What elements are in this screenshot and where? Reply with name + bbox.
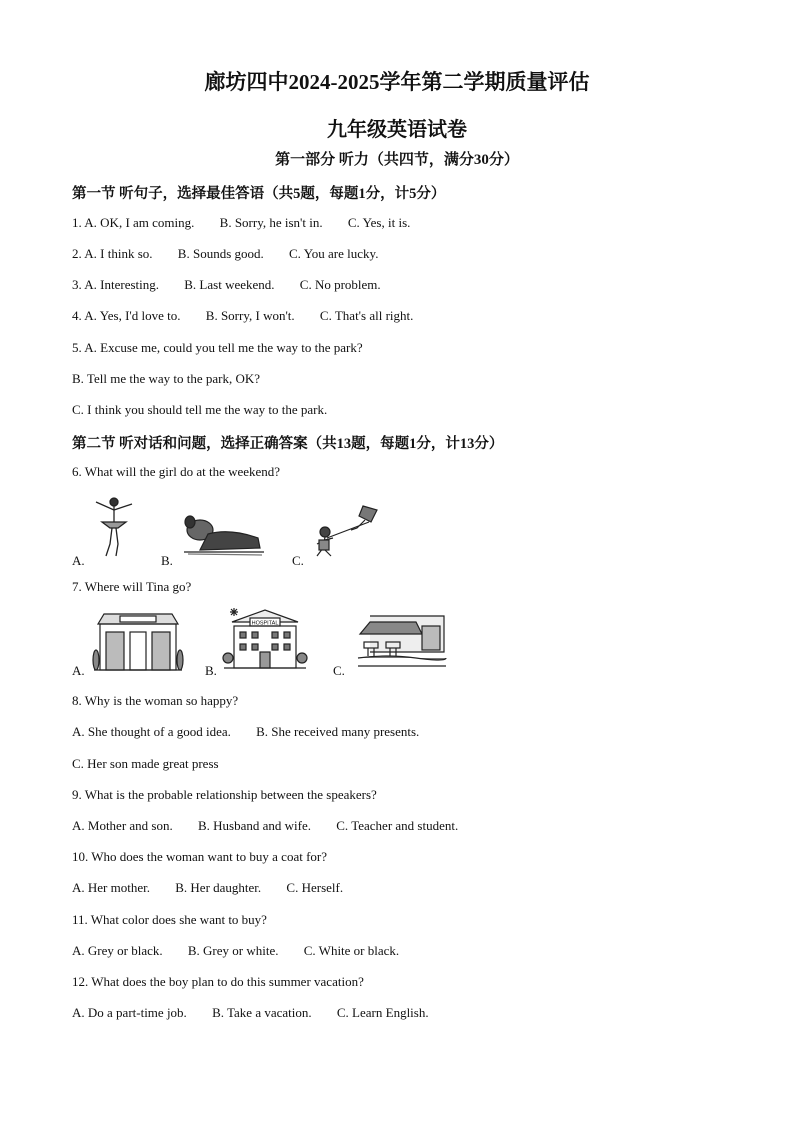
q10-option-b: B. Her daughter. (175, 880, 262, 895)
question-4 (72, 308, 413, 324)
q10-option-a: A. Her mother. (72, 880, 150, 895)
q3-option-a: 3. A. Interesting. (72, 277, 160, 292)
q6-label-b: B. (161, 553, 173, 568)
q10-stem: 10. Who does the woman want to buy a coat for? (72, 849, 327, 864)
q7-label-c: C. (333, 663, 345, 678)
q7-stem: 7. Where will Tina go? (72, 579, 192, 594)
q9-option-a: A. Mother and son. (72, 818, 173, 833)
q2-option-b: B. Sounds good. (177, 246, 264, 261)
q7-label-b: B. (205, 663, 217, 678)
q9-options (72, 818, 458, 834)
q9-option-b: B. Husband and wife. (198, 818, 312, 833)
q6-stem: 6. What will the girl do at the weekend? (72, 464, 281, 479)
q8-option-a: A. She thought of a good idea. (72, 724, 231, 739)
q12-option-a: A. Do a part-time job. (72, 1005, 187, 1020)
q2-option-c: C. You are lucky. (289, 246, 379, 261)
q1-option-b: B. Sorry, he isn't in. (219, 215, 323, 230)
q12-stem: 12. What does the boy plan to do this summer vacation? (72, 974, 364, 989)
question-3 (72, 277, 381, 293)
restaurant-building-image (356, 612, 448, 670)
hospital-building-image (222, 604, 308, 672)
section2-heading: 第二节 听对话和问题，选择正确答案（共13题，每题1分，计13分） (72, 436, 504, 452)
q9-stem: 9. What is the probable relationship between the speakers? (72, 787, 377, 802)
q6-label-a: A. (72, 553, 85, 568)
exam-subtitle: 九年级英语试卷 (327, 119, 467, 141)
question-1 (72, 215, 410, 231)
q12-option-c: C. Learn English. (336, 1005, 429, 1020)
exam-title: 廊坊四中2024-2025学年第二学期质量评估 (204, 70, 590, 94)
q11-options (72, 943, 399, 959)
q1-option-a: 1. A. OK, I am coming. (72, 215, 195, 230)
q11-stem: 11. What color does she want to buy? (72, 912, 267, 927)
question-2 (72, 246, 378, 262)
q8-options (72, 724, 419, 740)
ballet-dancer-image (88, 494, 140, 558)
q8-option-b: B. She received many presents. (256, 724, 420, 739)
q10-options (72, 880, 343, 896)
q7-label-a: A. (72, 663, 85, 678)
q2-option-a: 2. A. I think so. (72, 246, 153, 261)
q9-option-c: C. Teacher and student. (336, 818, 459, 833)
q5-option-c: C. I think you should tell me the way to the park. (72, 402, 328, 417)
q4-option-c: C. That's all right. (319, 308, 414, 323)
q12-option-b: B. Take a vacation. (212, 1005, 312, 1020)
lying-dog-image (180, 514, 266, 558)
q3-option-b: B. Last weekend. (184, 277, 275, 292)
q4-option-b: B. Sorry, I won't. (205, 308, 295, 323)
flying-kite-image (313, 502, 383, 560)
q10-option-c: C. Herself. (286, 880, 344, 895)
q11-option-c: C. White or black. (303, 943, 400, 958)
q5-option-b: B. Tell me the way to the park, OK? (72, 371, 261, 386)
q8-stem: 8. Why is the woman so happy? (72, 693, 239, 708)
q6-label-c: C. (292, 553, 304, 568)
q11-option-b: B. Grey or white. (187, 943, 279, 958)
q11-option-a: A. Grey or black. (72, 943, 163, 958)
q8-option-c: C. Her son made great press (72, 756, 219, 771)
q3-option-c: C. No problem. (299, 277, 381, 292)
q4-option-a: 4. A. Yes, I'd love to. (72, 308, 181, 323)
part-heading: 第一部分 听力（共四节，满分30分） (275, 152, 519, 168)
q5-option-a: 5. A. Excuse me, could you tell me the way to the park? (72, 340, 363, 355)
hospital-sign-text: HOSPITAL (251, 620, 279, 627)
q12-options (72, 1005, 429, 1021)
shop-building-image (92, 610, 184, 674)
section1-heading: 第一节 听句子，选择最佳答语（共5题，每题1分，计5分） (72, 186, 446, 202)
q1-option-c: C. Yes, it is. (347, 215, 411, 230)
